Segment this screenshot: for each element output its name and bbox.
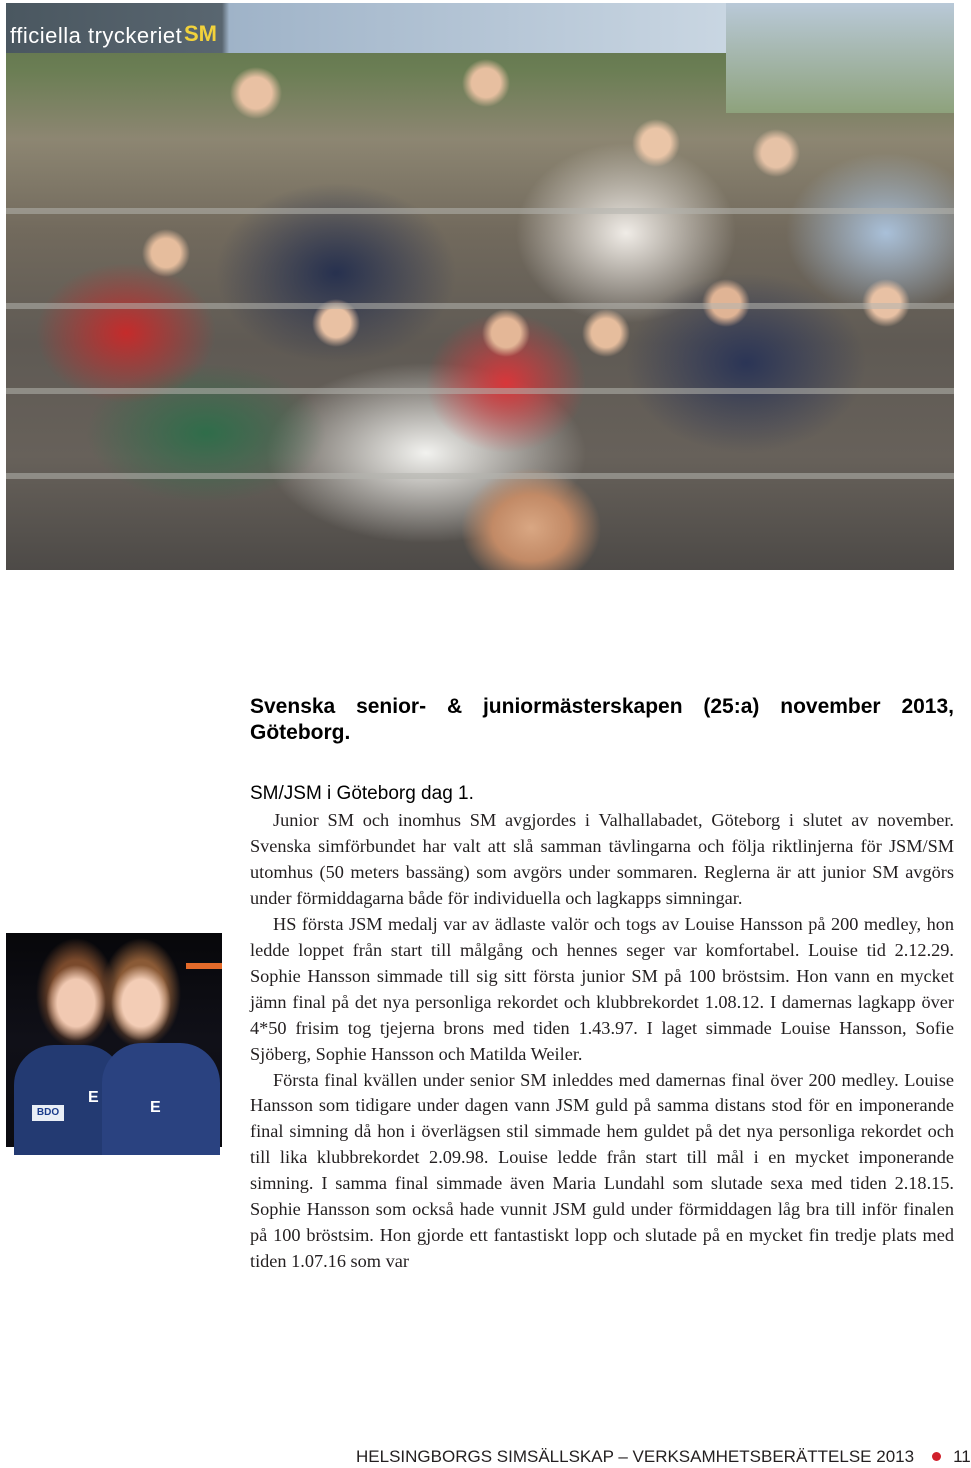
page-number: 11 xyxy=(953,1447,971,1466)
bench-row xyxy=(6,388,954,394)
jacket-letter: E xyxy=(150,1099,161,1116)
article-subheading: SM/JSM i Göteborg dag 1. xyxy=(250,783,474,804)
sky-area xyxy=(726,3,954,113)
jacket-letter: E xyxy=(88,1089,99,1106)
bench-row xyxy=(6,303,954,309)
paragraph: Junior SM och inomhus SM avgjordes i Valhallabadet, Göteborg i slutet av november. Svenska simförbundet har valt att slå samman tävlingarna och följa riktlinjerna för JSM/SM utomhus (50 meters bassäng) som avgörs under sommaren. Reglerna är att junior SM avgörs under förmiddagarna både för individuella och lagkapps simningar. xyxy=(250,810,954,908)
bench-row xyxy=(6,473,954,479)
publication-title: HELSINGBORGS SIMSÄLLSKAP – VERKSAMHETSBERÄTTELSE 2013 xyxy=(356,1447,915,1466)
crowd-photo xyxy=(6,3,954,570)
jacket-right xyxy=(102,1043,220,1155)
bench-row xyxy=(6,208,954,214)
paragraph: Första final kvällen under senior SM inleddes med damernas final över 200 medley. Louise Hansson som tidigare under dagen vann JSM guld på samma distans stod för en imponerande final simning då hon i överlägsen stil simmade hem guldet på det nya personliga rekordet och till lika klubbrekordet 2.09.98. Louise ledde från start till mål i en mycket imponerande simning. I samma final simmade även Maria Lundahl som slutade sexa med tiden 2.18.15. Sophie Hansson som också hade vunnit JSM guld under förmiddagen låg bra till inför finalen på 100 bröstsim. Hon gjorde ett fantastiskt lopp och slutade på en mycket fin tredje plats med tiden 1.07.16 som var xyxy=(250,1069,954,1272)
article-headline: Svenska senior- & juniormästerskapen (25:a) november 2013, Göteborg. xyxy=(250,695,954,744)
banner-text: fficiella tryckeriet xyxy=(10,23,183,48)
page-footer xyxy=(356,1446,971,1468)
paragraph: HS första JSM medalj var av ädlaste valör och togs av Louise Hansson på 200 medley, hon ledde loppet från start till målgång och hennes seger var komfortabel. Louise tid 2.12.29. Sophie Hansson simmade till sig sitt första junior SM på 100 bröstsim. Hon vann en mycket jämn final på det nya personliga rekordet och klubbrekordet 1.08.12. I damernas lagkapp över 4*50 frisim tog tjejerna brons med tiden 1.43.97. I laget simmade Louise Hansson, Sofie Sjöberg, Sophie Hansson och Matilda Weiler. xyxy=(250,913,954,1064)
swimmers-photo xyxy=(6,933,222,1147)
banner-logo: SM xyxy=(184,21,217,46)
bullet-dot-icon xyxy=(932,1452,941,1461)
background-light xyxy=(186,963,222,969)
article-body xyxy=(250,808,954,1275)
sponsor-banner xyxy=(6,3,726,53)
sponsor-patch: BDO xyxy=(32,1105,64,1121)
